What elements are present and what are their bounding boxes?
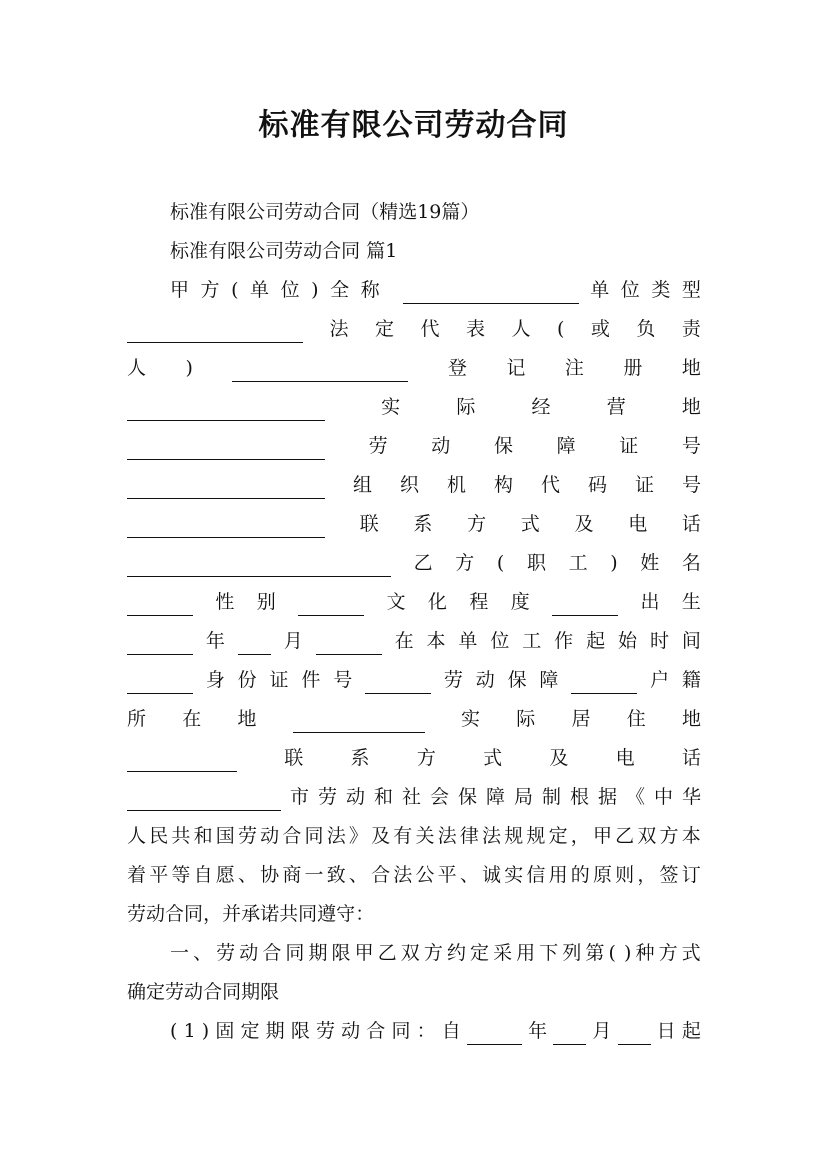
- text-line: 法 定 代 表 人 ( 或 负 责: [127, 310, 701, 349]
- section-heading: 标准有限公司劳动合同 篇1: [170, 240, 398, 262]
- clause-heading: 一 、 劳 动 合 同 期 限 甲 乙 双 方 约 定 采 用 下 列 第 ( ) 种 方 式: [170, 942, 701, 964]
- text-line: 劳 动 保 障 证 号: [127, 427, 701, 466]
- text-line: 乙 方 ( 职 工 ) 姓 名: [127, 544, 701, 583]
- subtitle-line: 标准有限公司劳动合同（精选19篇）: [170, 201, 480, 223]
- text-line: 身 份 证 件 号 劳 动 保 障 户 籍: [127, 661, 701, 700]
- document-title: 标准有限公司劳动合同: [258, 108, 569, 143]
- text-line: 人 民 共 和 国 劳 动 合 同 法 》 及 有 关 法 律 法 规 规 定 ， 甲 乙 双 方 本: [127, 825, 701, 847]
- text-line: 性 别 文 化 程 度 出 生: [127, 583, 701, 622]
- text-line: ( 1 ) 固 定 期 限 劳 动 合 同 ： 自 年 月 日 起: [170, 1012, 701, 1051]
- text-line: 年 月 在 本 单 位 工 作 起 始 时 间: [127, 622, 701, 661]
- text-line: 劳动合同，并承诺共同遵守：: [127, 903, 375, 925]
- text-line: 所 在 地 实 际 居 住 地: [127, 700, 701, 739]
- text-line: 确定劳动合同期限: [127, 981, 280, 1003]
- text-line: 人 ) 登 记 注 册 地: [127, 349, 701, 388]
- text-line: 市 劳 动 和 社 会 保 障 局 制 根 据 《 中 华: [127, 778, 701, 817]
- text-line: 联 系 方 式 及 电 话: [127, 739, 701, 778]
- text-line: 着 平 等 自 愿 、 协 商 一 致 、 合 法 公 平 、 诚 实 信 用 的 原 则 ， 签 订: [127, 864, 701, 886]
- text-line: 联 系 方 式 及 电 话: [127, 505, 701, 544]
- text-line: 实 际 经 营 地: [127, 388, 701, 427]
- text-line: 甲 方 ( 单 位 ) 全 称 单 位 类 型: [170, 271, 701, 310]
- text-line: 组 织 机 构 代 码 证 号: [127, 466, 701, 505]
